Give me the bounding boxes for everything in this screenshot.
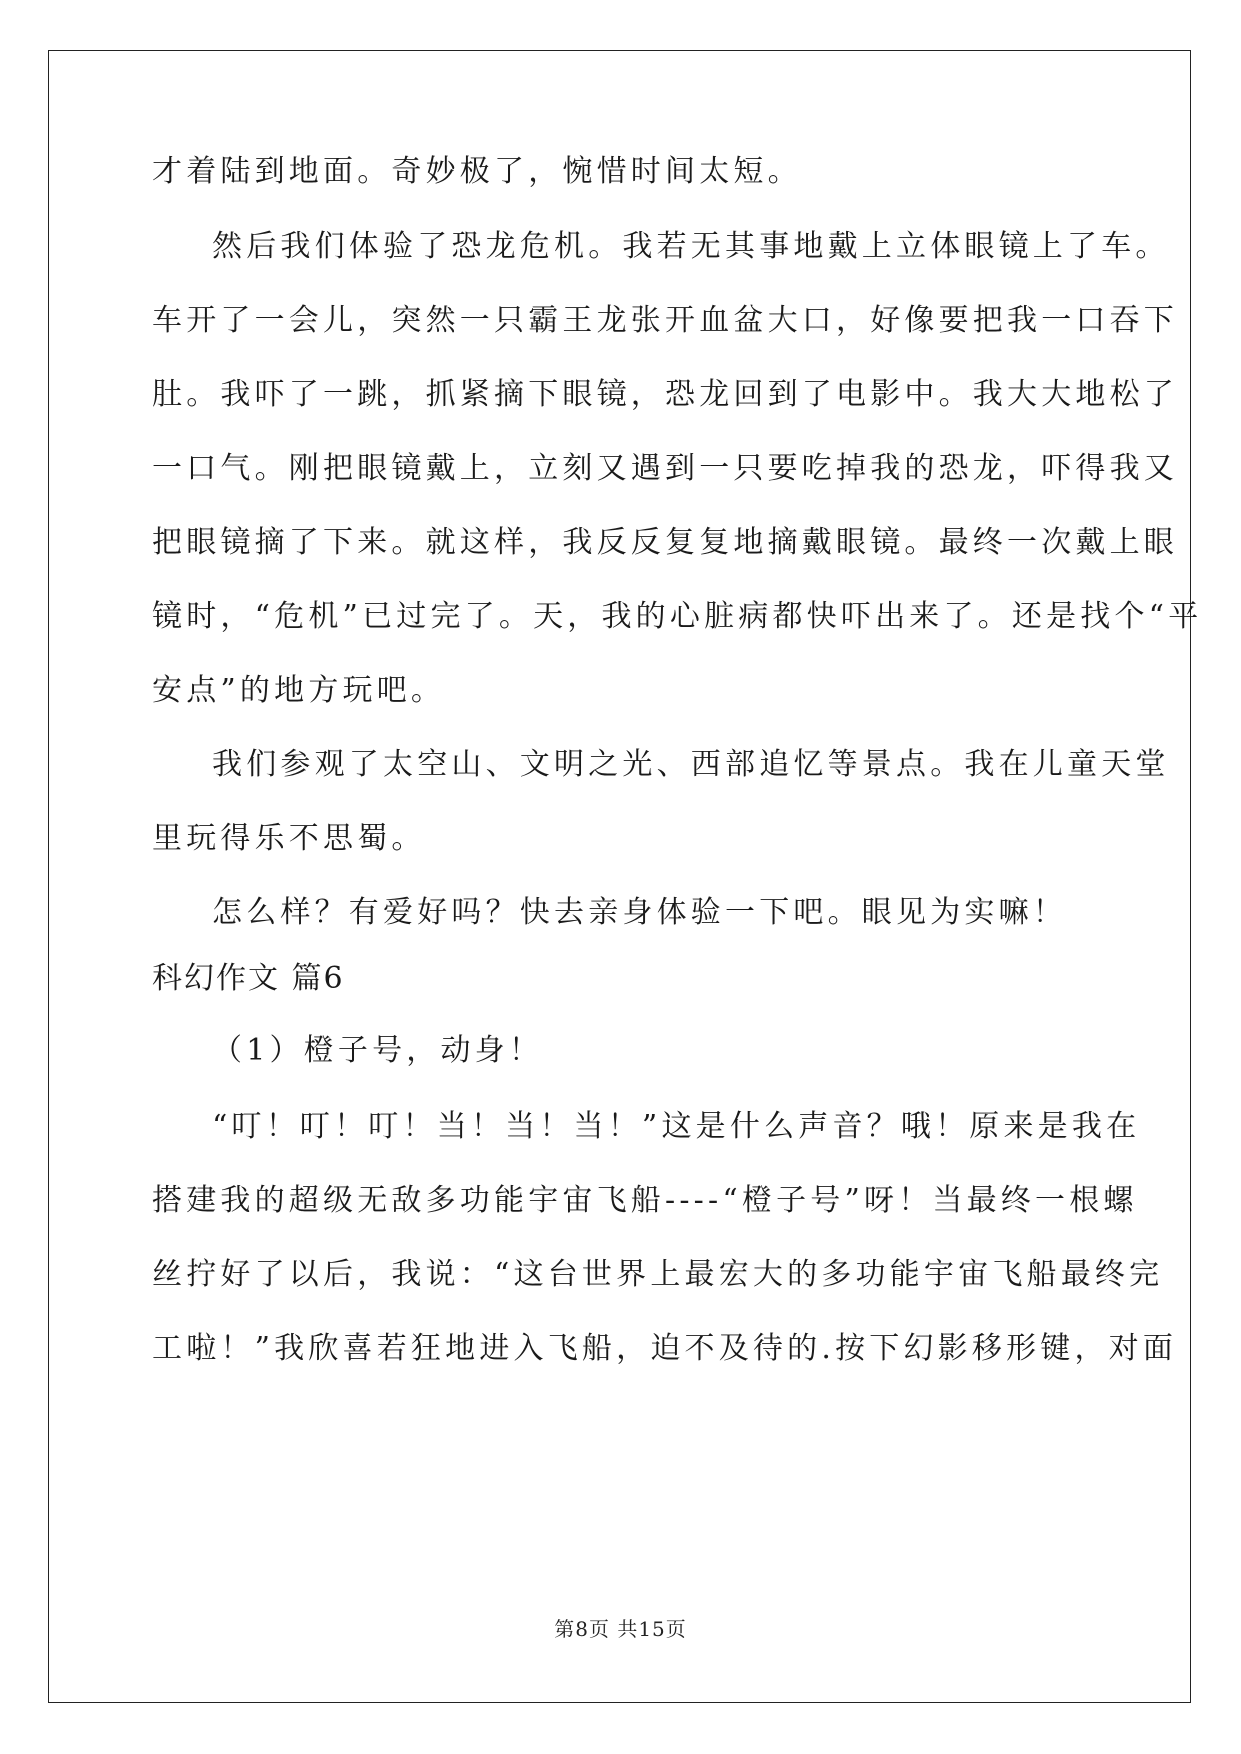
paragraph-line: 镜时，“危机”已过完了。天，我的心脏病都快吓出来了。还是找个“平: [152, 599, 1203, 634]
subsection-title: （1）橙子号，动身！: [212, 1033, 544, 1068]
page-border: [48, 50, 1203, 1703]
paragraph-line: “叮！叮！叮！当！当！当！”这是什么声音？哦！原来是我在: [212, 1109, 1141, 1144]
paragraph-line: 丝拧好了以后，我说：“这台世界上最宏大的多功能宇宙飞船最终完: [152, 1257, 1164, 1292]
paragraph-line: 然后我们体验了恐龙危机。我若无其事地戴上立体眼镜上了车。: [212, 229, 1170, 264]
paragraph-line: 我们参观了太空山、文明之光、西部追忆等景点。我在儿童天堂: [212, 747, 1170, 782]
paragraph-line: 里玩得乐不思蜀。: [152, 821, 426, 856]
paragraph-line: 工啦！”我欣喜若狂地进入飞船，迫不及待的.按下幻影移形键，对面: [152, 1331, 1178, 1366]
paragraph-line: 安点”的地方玩吧。: [152, 673, 446, 708]
paragraph-line: 搭建我的超级无敌多功能宇宙飞船----“橙子号”呀！当最终一根螺: [152, 1183, 1138, 1218]
paragraph-line: 肚。我吓了一跳，抓紧摘下眼镜，恐龙回到了电影中。我大大地松了: [152, 377, 1178, 412]
paragraph-line: 把眼镜摘了下来。就这样，我反反复复地摘戴眼镜。最终一次戴上眼: [152, 525, 1178, 560]
paragraph-line: 一口气。刚把眼镜戴上，立刻又遇到一只要吃掉我的恐龙，吓得我又: [152, 451, 1178, 486]
page-footer: 第8页 共15页: [554, 1617, 687, 1641]
section-heading: 科幻作文 篇6: [152, 961, 345, 996]
paragraph-line: 车开了一会儿，突然一只霸王龙张开血盆大口，好像要把我一口吞下: [152, 303, 1178, 338]
paragraph-line: 才着陆到地面。奇妙极了，惋惜时间太短。: [152, 154, 802, 189]
paragraph-line: 怎么样？有爱好吗？快去亲身体验一下吧。眼见为实嘛！: [212, 895, 1067, 930]
